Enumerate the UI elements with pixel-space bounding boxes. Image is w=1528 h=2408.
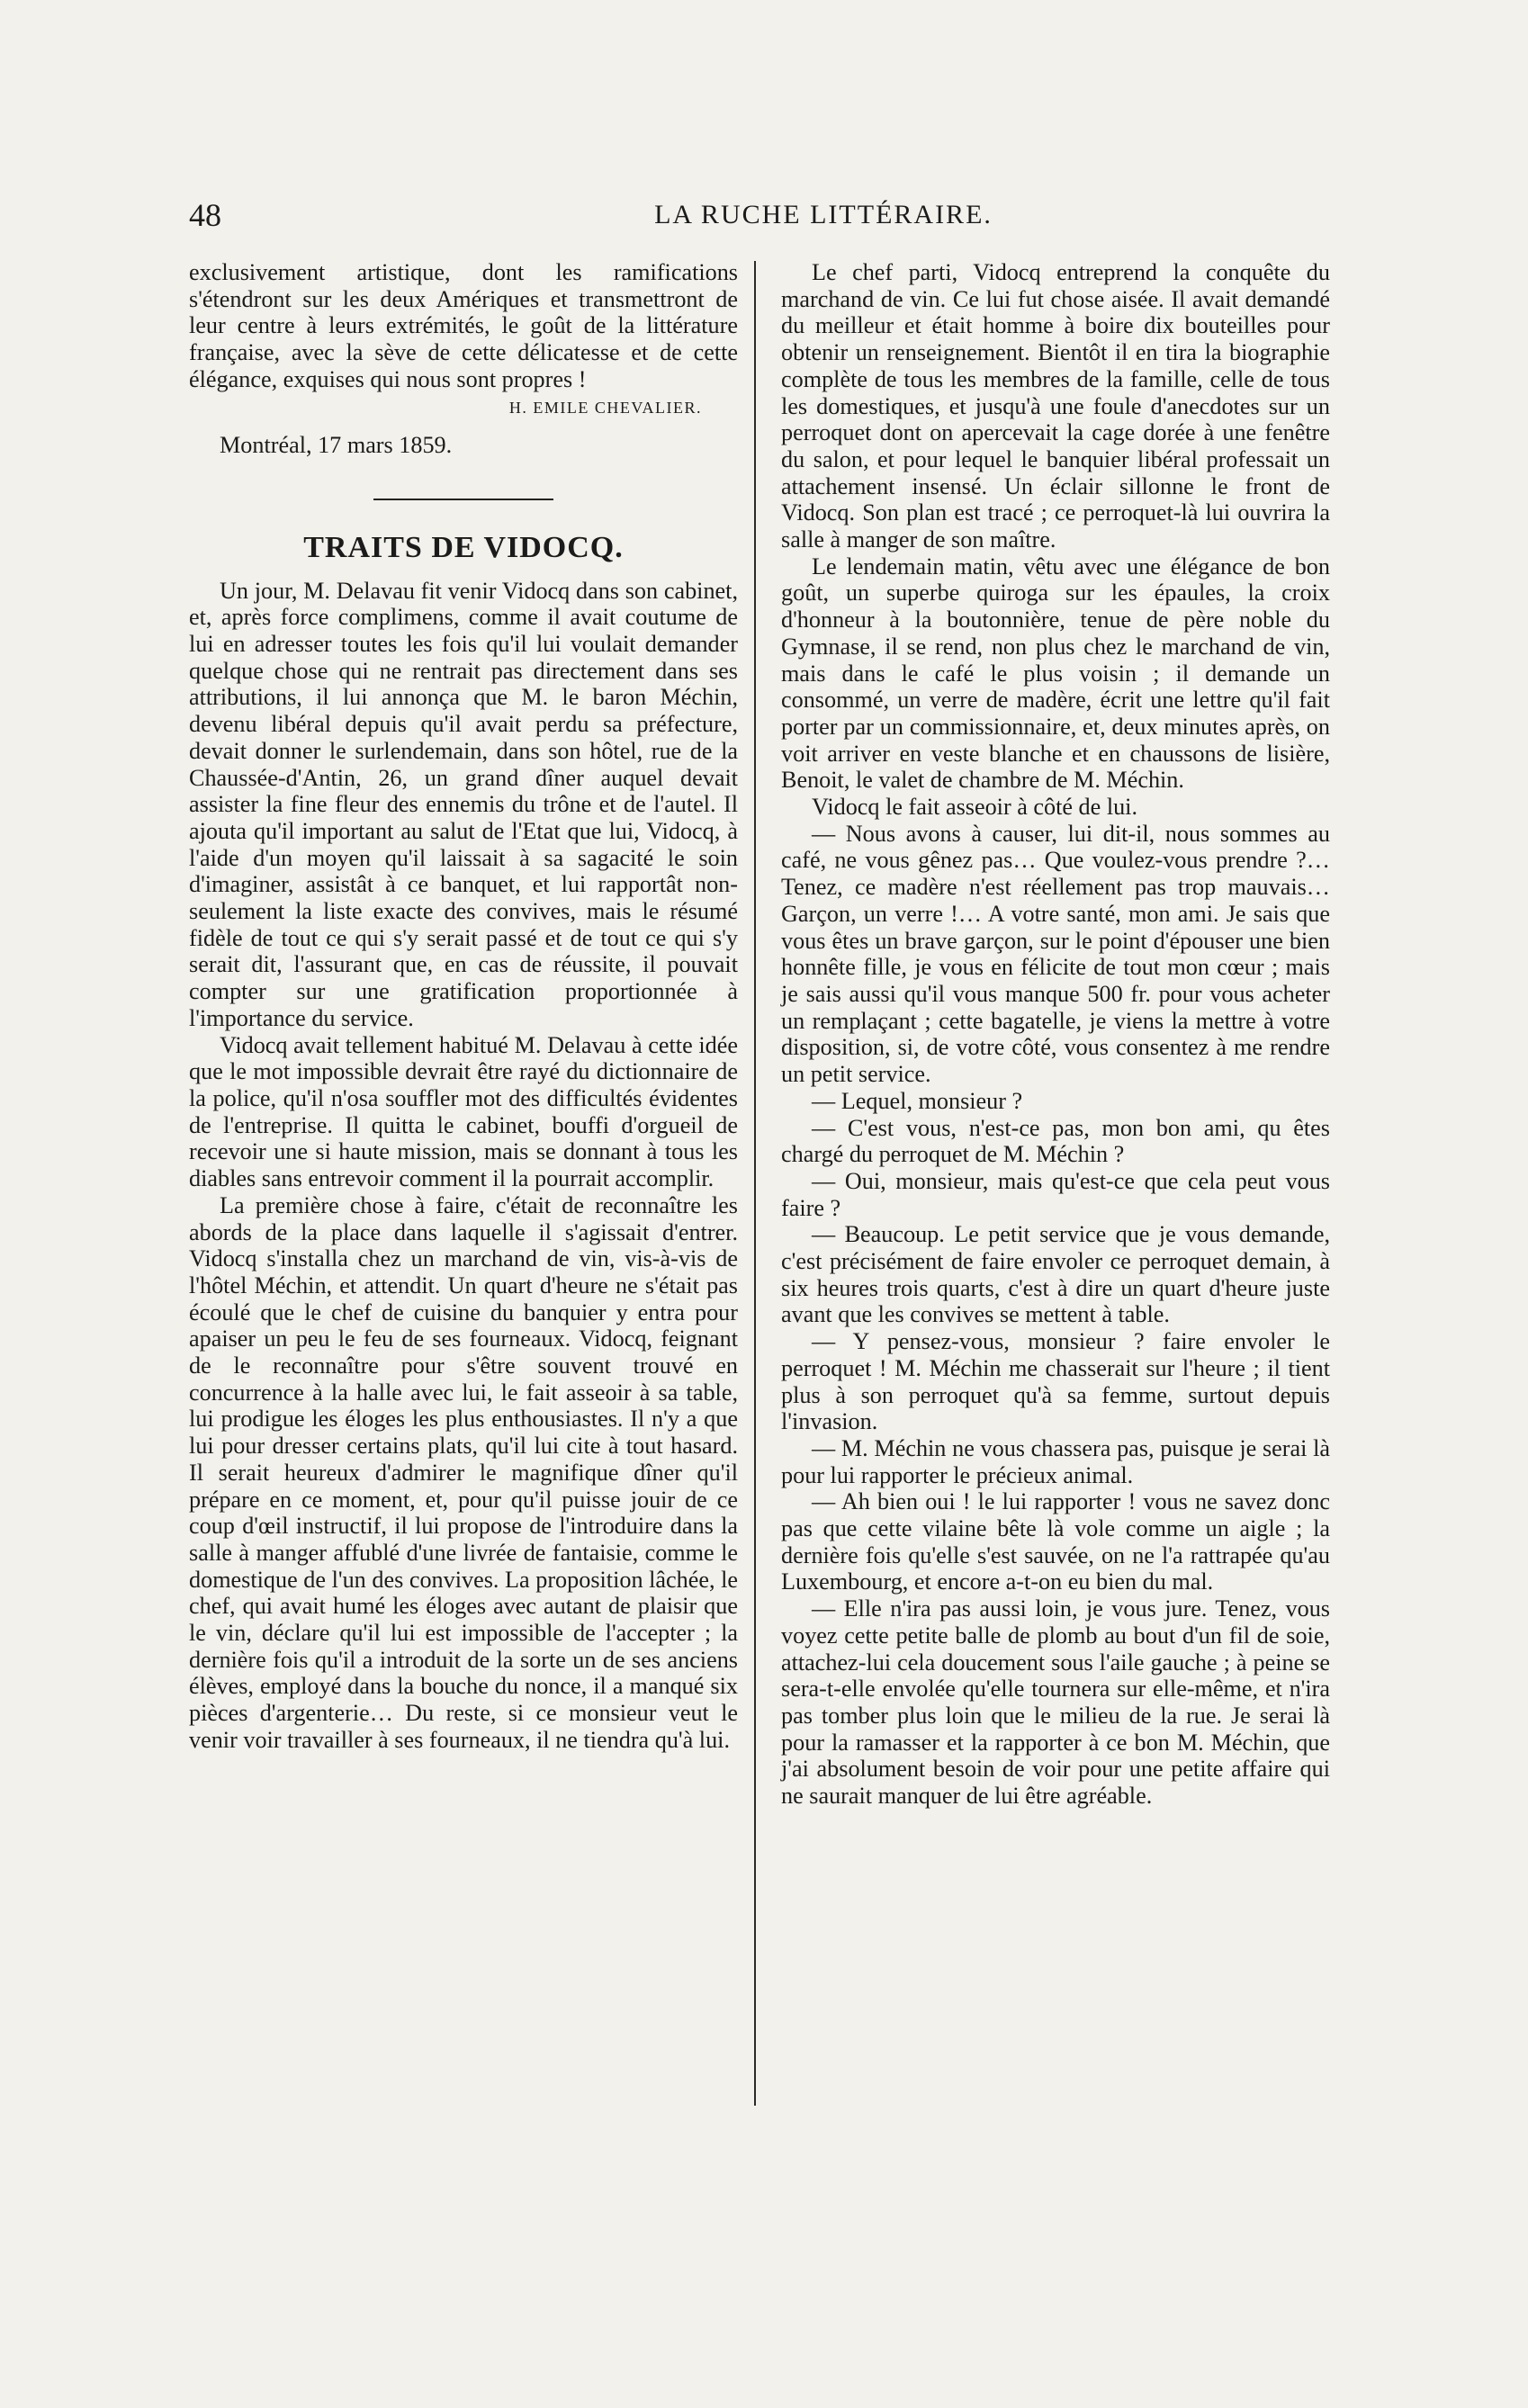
page-header bbox=[189, 196, 1305, 241]
dialogue-paragraph: — Beaucoup. Le petit service que je vous demande, c'est précisément de faire envoler ce perroquet demain, à six heures trois quarts, c'est à dire un quart d'heure juste avant que les convives se mettent à table. bbox=[781, 1221, 1330, 1328]
article-paragraph: Le chef parti, Vidocq entreprend la conquête du marchand de vin. Ce lui fut chose aisée. Il avait demandé du meilleur et était homme à boire dix bouteilles pour obtenir un renseignement. Bientôt il en tira la biographie complète de tous les membres de la famille, celle de tous les domestiques, et jusqu'à une foule d'anecdotes sur un perroquet dont on apercevait la cage dorée à une fenêtre du salon, et pour lequel le banquier libéral professait un attachement insensé. Un éclair sillonne le front de Vidocq. Son plan est tracé ; ce perroquet-là lui ouvrira la salle à manger de son maître. bbox=[781, 259, 1330, 553]
running-title: LA RUCHE LITTÉRAIRE. bbox=[654, 200, 993, 229]
dialogue-paragraph: — M. Méchin ne vous chassera pas, puisque je serai là pour lui rapporter le précieux animal. bbox=[781, 1434, 1330, 1488]
dialogue-paragraph: — Lequel, monsieur ? bbox=[812, 1087, 1023, 1114]
article-paragraph: Vidocq le fait asseoir à côté de lui. bbox=[812, 794, 1138, 821]
section-divider bbox=[373, 499, 553, 500]
article-paragraph: Un jour, M. Delavau fit venir Vidocq dans son cabinet, et, après force complimens, comme il avait coutume de lui en adresser toutes les fois qu'il lui voulait demander quelque chose qui ne rentrait pas directement dans ses attributions, il lui annonça que M. le baron Méchin, devenu libéral depuis qu'il avait perdu sa préfecture, devait donner le surlendemain, dans son hôtel, rue de la Chaussée-d'Antin, 26, un grand dîner auquel devait assister la fine fleur des ennemis du trône et de l'autel. Il ajouta qu'il important au salut de l'Etat que lui, Vidocq, à l'aide d'un moyen qu'il laissait à sa sagacité le soin d'imaginer, assistât à ce banquet, et lui rapportât non-seulement la liste exacte des convives, mais le résumé fidèle de tout ce qui s'y serait passé et de tout ce qui s'y serait dit, l'assurant que, en cas de réussite, il pouvait compter sur une gratification proportionnée à l'importance du service. bbox=[189, 577, 738, 1031]
dialogue-paragraph: — C'est vous, n'est-ce pas, mon bon ami, qu êtes chargé du perroquet de M. Méchin ? bbox=[781, 1114, 1330, 1168]
dialogue-paragraph: — Oui, monsieur, mais qu'est-ce que cela peut vous faire ? bbox=[781, 1167, 1330, 1221]
dialogue-paragraph: — Nous avons à causer, lui dit-il, nous sommes au café, ne vous gênez pas… Que voulez-vous prendre ?… Tenez, ce madère n'est réellement pas trop mauvais… Garçon, un verre !… A votre santé, mon ami. Je sais que vous êtes un brave garçon, sur le point d'épouser une bien honnête fille, je vous en félicite de tout mon cœur ; mais je sais aussi qu'il vous manque 500 fr. pour vous acheter un remplaçant ; cette bagatelle, je viens la mettre à votre disposition, si, de votre côté, vous consentez à me rendre un petit service. bbox=[781, 820, 1330, 1088]
author-signature: H. EMILE CHEVALIER. bbox=[508, 398, 702, 417]
right-column bbox=[781, 259, 1330, 1810]
article-paragraph: Vidocq avait tellement habitué M. Delavau à cette idée que le mot impossible devrait être rayé du dictionnaire de la police, qu'il n'osa souffler mot des difficultés évidentes de l'entreprise. Il quitta le cabinet, bouffi d'orgueil de recevoir une si haute mission, mais se donnant à tous les diables sans entrevoir comment il la pourrait accomplir. bbox=[189, 1031, 738, 1192]
article-paragraph: Le lendemain matin, vêtu avec une élégance de bon goût, un superbe quiroga sur les épaules, la croix d'honneur à la boutonnière, tenue de père noble du Gymnase, il se rend, non plus chez le marchand de vin, mais dans le café le plus voisin ; il demande un consommé, un verre de madère, écrit une lettre qu'il fait porter par un commissionnaire, et, deux minutes après, on voit arriver en veste blanche et en chaussons de lisière, Benoit, le valet de chambre de M. Méchin. bbox=[781, 553, 1330, 794]
article-title: TRAITS DE VIDOCQ. bbox=[303, 530, 624, 564]
page-number: 48 bbox=[189, 197, 221, 233]
dialogue-paragraph: — Y pensez-vous, monsieur ? faire envoler le perroquet ! M. Méchin me chasserait sur l'heure ; il tient plus à son perroquet qu'à sa femme, surtout depuis l'invasion. bbox=[781, 1328, 1330, 1435]
article-paragraph: La première chose à faire, c'était de reconnaître les abords de la place dans laquelle il s'agissait d'entrer. Vidocq s'installa chez un marchand de vin, vis-à-vis de l'hôtel Méchin, et attendit. Un quart d'heure ne s'était pas écoulé que le chef de cuisine du banquier y entra pour apaiser un peu le feu de ses fourneaux. Vidocq, feignant de le reconnaître pour s'être souvent trouvé en concurrence à la halle avec lui, le fait asseoir à sa table, lui prodigue les éloges les plus enthousiastes. Il n'y a que lui pour dresser certains plats, qu'il lui cite à tout hasard. Il serait heureux d'admirer le magnifique dîner qu'il prépare en ce moment, et, pour qu'il puisse jouir de ce coup d'œil instructif, il lui propose de l'introduire dans la salle à manger affublé d'une livrée de fantaisie, comme le domestique de l'un des convives. La proposition lâchée, le chef, qui avait humé les éloges avec autant de plaisir que le vin, déclare qu'il lui est impossible de l'accepter ; la dernière fois qu'il a introduit de la sorte un de ses anciens élèves, employé dans la bouche du nonce, il a manqué six pièces d'argenterie… Du reste, si ce monsieur veut le venir voir travailler à ses fourneaux, il ne tiendra qu'à lui. bbox=[189, 1191, 738, 1753]
left-column bbox=[189, 259, 738, 1754]
dialogue-paragraph: — Elle n'ira pas aussi loin, je vous jure. Tenez, vous voyez cette petite balle de plomb au bout d'un fil de soie, attachez-lui cela doucement sous l'aile gauche ; à peine se sera-t-elle envolée qu'elle tournera sur elle-même, et n'ira pas tomber plus loin que le milieu de la rue. Je serai là pour la ramasser et la rapporter à ce bon M. Méchin, que j'ai absolument besoin de voir pour une petite affaire qui ne saurait manquer de lui être agréable. bbox=[781, 1595, 1330, 1810]
dialogue-paragraph: — Ah bien oui ! le lui rapporter ! vous ne savez donc pas que cette vilaine bête là vole comme un aigle ; la dernière fois qu'elle s'est sauvée, on ne l'a rattrapée qu'au Luxembourg, et encore a-t-on eu bien du mal. bbox=[781, 1488, 1330, 1595]
intro-paragraph: exclusivement artistique, dont les ramifications s'étendront sur les deux Amériques et transmettront de leur centre à leurs extrémités, le goût de la littérature française, avec la sève de cette délicatesse et de cette élégance, exquises qui nous sont propres ! bbox=[189, 259, 738, 392]
dateline: Montréal, 17 mars 1859. bbox=[220, 432, 453, 459]
column-divider bbox=[754, 261, 756, 2106]
